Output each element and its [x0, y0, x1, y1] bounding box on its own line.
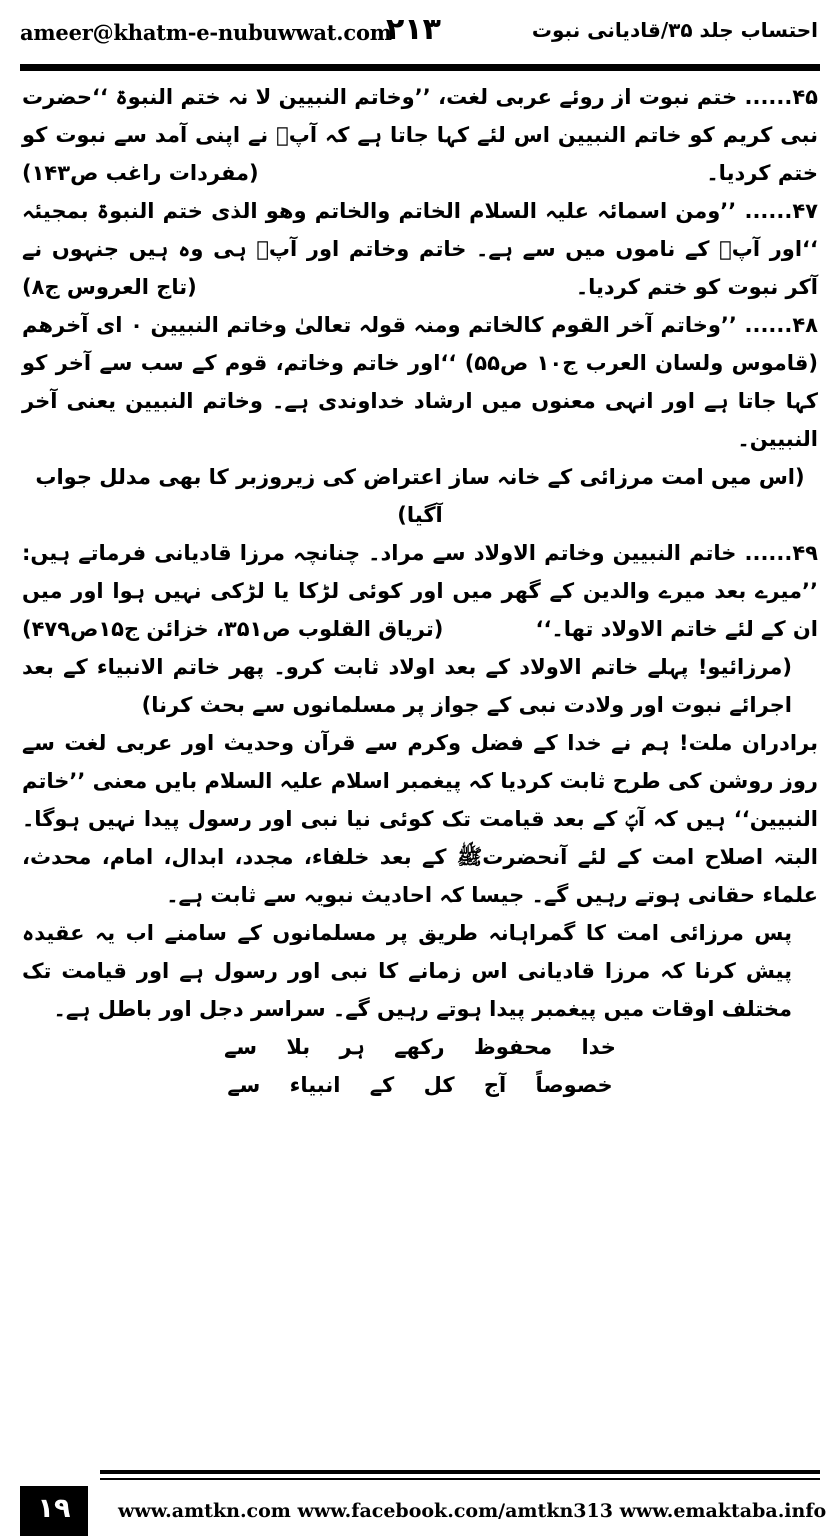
reference-mufradat: (مفردات راغب ص۱۴۳)	[22, 161, 259, 185]
note-2: (مرزائیو! پہلے خاتم الاولاد کے بعد اولاد ثابت کرو۔ پھر خاتم الانبیاء کے بعد اجرائے نبوت اور ولادت نبی کے جواز پر مسلمانوں سے بحث کرنا)	[22, 655, 792, 717]
paragraph-49	[22, 534, 818, 648]
footer-urls: www.amtkn.com www.facebook.com/amtkn313 www.emaktaba.info	[118, 1500, 827, 1522]
header-page-number: ۲۱۳	[386, 12, 441, 47]
header-email: ameer@khatm-e-nubuwwat.com	[20, 20, 392, 45]
paragraph-final: پس مرزائی امت کا گمراہانہ طریق پر مسلمانوں کے سامنے اب یہ عقیدہ پیش کرنا کہ مرزا قادیانی اس زمانے کا نبی اور رسول ہے اور قیامت تک مختلف اوقات میں پیغمبر پیدا ہوتے رہیں گے۔ سراسر دجل اور باطل ہے۔	[22, 921, 792, 1021]
header-rule	[20, 64, 820, 71]
header-title: احتساب جلد ۳۵/قادیانی نبوت	[531, 18, 818, 42]
note-1: (اس میں امت مرزائی کے خانہ ساز اعتراض کی زیروزبر کا بھی مدلل جواب آگیا)	[35, 465, 805, 527]
verse-line-1: خدا محفوظ رکھے ہر بلا سے	[224, 1035, 616, 1059]
footer-rule-thick	[100, 1470, 820, 1474]
verse-line-2: خصوصاً آج کل کے انبیاء سے	[227, 1073, 613, 1097]
body-text	[22, 78, 818, 1104]
paragraph-47-text: ۴۷...... ’’ومن اسمائہ علیہ السلام الخاتم والخاتم وھو الذی ختم النبوۃ بمجیئہ ‘‘اور آپؐ کے ناموں میں سے ہے۔ خاتم وخاتم اور آپؐ ہی وہ ہیں جنہوں نے آکر نبوت کو ختم کردیا۔	[22, 199, 818, 299]
footer-page-box: ۱۹	[20, 1486, 88, 1536]
paragraph-47	[22, 192, 818, 306]
reference-taj-ul-uroos: (تاج العروس ج۸)	[22, 275, 197, 299]
paragraph-45	[22, 78, 818, 192]
footer-rule-thin	[100, 1478, 820, 1480]
paragraph-49-text: ۴۹...... خاتم النبیین وخاتم الاولاد سے مراد۔ چنانچہ مرزا قادیانی فرماتے ہیں: ’’میرے بعد میرے والدین کے گھر میں اور کوئی لڑکا یا لڑکی نہیں ہوا اور میں ان کے لئے خاتم الاولاد تھا۔‘‘	[22, 541, 818, 641]
paragraph-45-text: ۴۵...... ختم نبوت از روئے عربی لغت، ’’وخاتم النبیین لا نہ ختم النبوۃ ‘‘حضرت نبی کریم کو خاتم النبیین اس لئے کہا جاتا ہے کہ آپؐ نے اپنی آمد سے نبوت کو ختم کردیا۔	[22, 85, 818, 185]
reference-tiryaq: (تریاق القلوب ص۳۵۱، خزائن ج۱۵ص۴۷۹)	[22, 617, 444, 641]
paragraph-conclusion: برادران ملت! ہم نے خدا کے فضل وکرم سے قرآن وحدیث اور عربی لغت سے روز روشن کی طرح ثابت کردیا کہ پیغمبر اسلام علیہ السلام بایں معنی ’’خاتم النبیین‘‘ ہیں کہ آپؐ کے بعد قیامت تک کوئی نیا نبی اور رسول پیدا نہیں ہوگا۔ البتہ اصلاح امت کے لئے آنحضرتﷺ کے بعد خلفاء، مجدد، ابدال، امام، محدث، علماء حقانی ہوتے رہیں گے۔ جیسا کہ احادیث نبویہ سے ثابت ہے۔	[22, 731, 818, 907]
paragraph-48: ۴۸...... ’’وخاتم آخر القوم کالخاتم ومنہ قولہ تعالیٰ وخاتم النبیین ۰ ای آخرھم (قاموس ولسان العرب ج۱۰ ص۵۵) ‘‘اور خاتم وخاتم، قوم کے سب سے آخر کو کہا جاتا ہے اور انہی معنوں میں ارشاد خداوندی ہے۔ وخاتم النبیین یعنی آخر النبیین۔	[22, 313, 818, 451]
